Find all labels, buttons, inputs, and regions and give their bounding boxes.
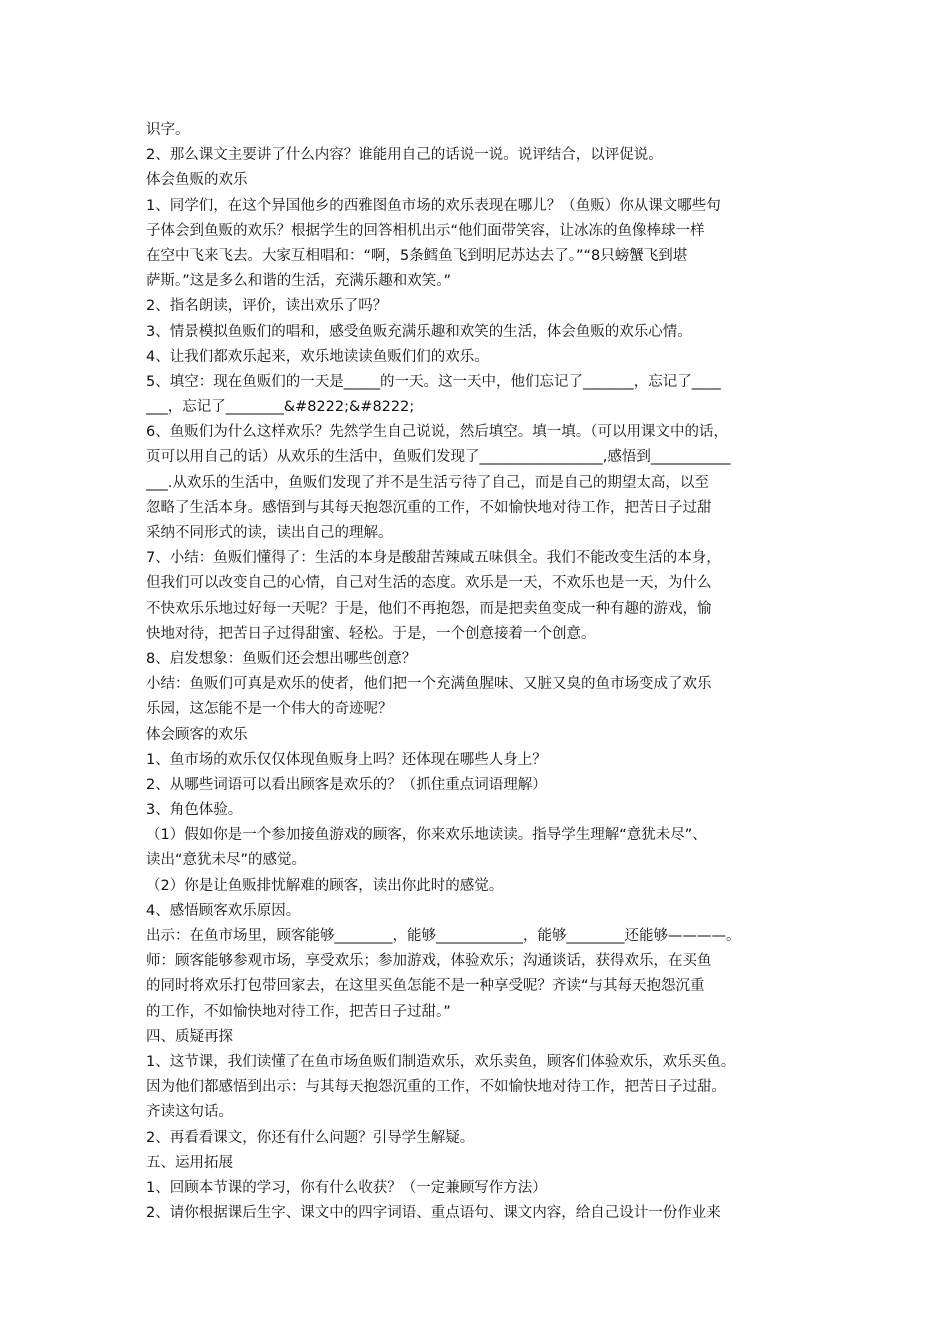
- text-line: 不快欢乐乐地过好每一天呢？于是，他们不再抱怨，而是把卖鱼变成一种有趣的游戏，愉: [146, 600, 712, 617]
- text-line: 2、再看看课文，你还有什么问题？引导学生解疑。: [146, 1129, 475, 1146]
- text-line: 1、鱼市场的欢乐仅仅体现鱼贩身上吗？还体现在哪些人身上？: [146, 751, 547, 768]
- text-line: 2、从哪些词语可以看出顾客是欢乐的？（抓住重点词语理解）: [146, 776, 547, 793]
- text-line: 但我们可以改变自己的心情，自己对生活的态度。欢乐是一天，不欢乐也是一天，为什么: [146, 575, 712, 592]
- text-line: 因为他们都感悟到出示：与其每天抱怨沉重的工作，不如愉快地对待工作，把苦日子过甜。: [146, 1079, 726, 1096]
- text-line: 读出“意犹未尽”的感觉。: [146, 852, 307, 869]
- text-line: 乐园，这怎能不是一个伟大的奇迹呢？: [146, 701, 393, 718]
- text-line: 4、让我们都欢乐起来，欢乐地读读鱼贩们们的欢乐。: [146, 348, 489, 365]
- text-line: 师：顾客能够参观市场，享受欢乐；参加游戏，体验欢乐；沟通谈话，获得欢乐，在买鱼: [146, 953, 712, 970]
- text-line: 7、小结：鱼贩们懂得了：生活的本身是酸甜苦辣咸五味俱全。我们不能改变生活的本身，: [146, 550, 721, 567]
- text-line: 忽略了生活本身。感悟到与其每天抱怨沉重的工作，不如愉快地对待工作，把苦日子过甜: [146, 499, 712, 516]
- text-line: 小结：鱼贩们可真是欢乐的使者，他们把一个充满鱼腥味、又脏又臭的鱼市场变成了欢乐: [146, 676, 712, 693]
- text-line: 采纳不同形式的读，读出自己的理解。: [146, 525, 393, 541]
- text-line: 快地对待，把苦日子过得甜蜜、轻松。于是，一个创意接着一个创意。: [146, 625, 596, 642]
- text-line: （1）假如你是一个参加接鱼游戏的顾客，你来欢乐地读读。指导学生理解“意犹未尽”、: [146, 827, 707, 844]
- text-line: 识字。: [146, 122, 190, 138]
- text-line: （2）你是让鱼贩排忧解难的顾客，读出你此时的感觉。: [146, 877, 504, 894]
- text-line: 出示：在鱼市场里，顾客能够________，能够____________，能够________还能够————。: [146, 928, 741, 944]
- text-line: 的工作，不如愉快地对待工作，把苦日子过甜。”: [146, 1003, 451, 1020]
- text-line: 2、那么课文主要讲了什么内容？谁能用自己的话说一说。说评结合，以评促说。: [146, 147, 663, 164]
- text-line: 萨斯。”这是多么和谐的生活，充满乐趣和欢笑。”: [146, 273, 452, 290]
- text-line: 6、鱼贩们为什么这样欢乐？先然学生自己说说，然后填空。填一填。（可以用课文中的话，: [146, 424, 728, 441]
- text-line: 2、指名朗读，评价，读出欢乐了吗？: [146, 298, 388, 315]
- text-line: 3、角色体验。: [146, 802, 243, 819]
- text-line: 的同时将欢乐打包带回家去，在这里买鱼怎能不是一种享受呢？齐读“与其每天抱怨沉重: [146, 978, 705, 995]
- text-line: 2、请你根据课后生字、课文中的四字词语、重点语句、课文内容，给自己设计一份作业来: [146, 1205, 721, 1222]
- text-line: ___.从欢乐的生活中，鱼贩们发现了并不是生活亏待了自己，而是自己的期望太高，以至: [146, 474, 709, 491]
- text-line: ___，忘记了________&#8222;&#8222;: [146, 399, 415, 416]
- text-line: 页可以用自己的话）从欢乐的生活中，鱼贩们发现了_________________,感悟到___________: [146, 449, 731, 466]
- text-line: 3、情景模拟鱼贩们的唱和，感受鱼贩充满乐趣和欢笑的生活，体会鱼贩的欢乐心情。: [146, 323, 692, 340]
- text-line: 齐读这句话。: [146, 1104, 233, 1121]
- text-line: 子体会到鱼贩的欢乐？根据学生的回答相机出示“他们面带笑容，让冰冻的鱼像棒球一样: [146, 222, 705, 239]
- text-line: 4、感悟顾客欢乐原因。: [146, 902, 301, 919]
- text-line: 体会顾客的欢乐: [146, 726, 248, 743]
- text-line: 五、运用拓展: [146, 1154, 233, 1171]
- text-line: 1、回顾本节课的学习，你有什么收获？（一定兼顾写作方法）: [146, 1179, 547, 1196]
- text-line: 1、这节课，我们读懂了在鱼市场鱼贩们制造欢乐，欢乐卖鱼，顾客们体验欢乐，欢乐买鱼。: [146, 1053, 736, 1070]
- text-line: 1、同学们，在这个异国他乡的西雅图鱼市场的欢乐表现在哪儿？（鱼贩）你从课文哪些句: [146, 197, 721, 214]
- document-page: [146, 118, 822, 1226]
- text-line: 四、质疑再探: [146, 1028, 233, 1045]
- text-line: 在空中飞来飞去。大家互相唱和：“啊，5条鳕鱼飞到明尼苏达去了。”“8只螃蟹飞到堪: [146, 247, 688, 264]
- text-line: 5、填空：现在鱼贩们的一天是_____的一天。这一天中，他们忘记了_______，忘记了____: [146, 373, 721, 390]
- text-line: 体会鱼贩的欢乐: [146, 172, 248, 189]
- text-line: 8、启发想象：鱼贩们还会想出哪些创意？: [146, 650, 417, 667]
